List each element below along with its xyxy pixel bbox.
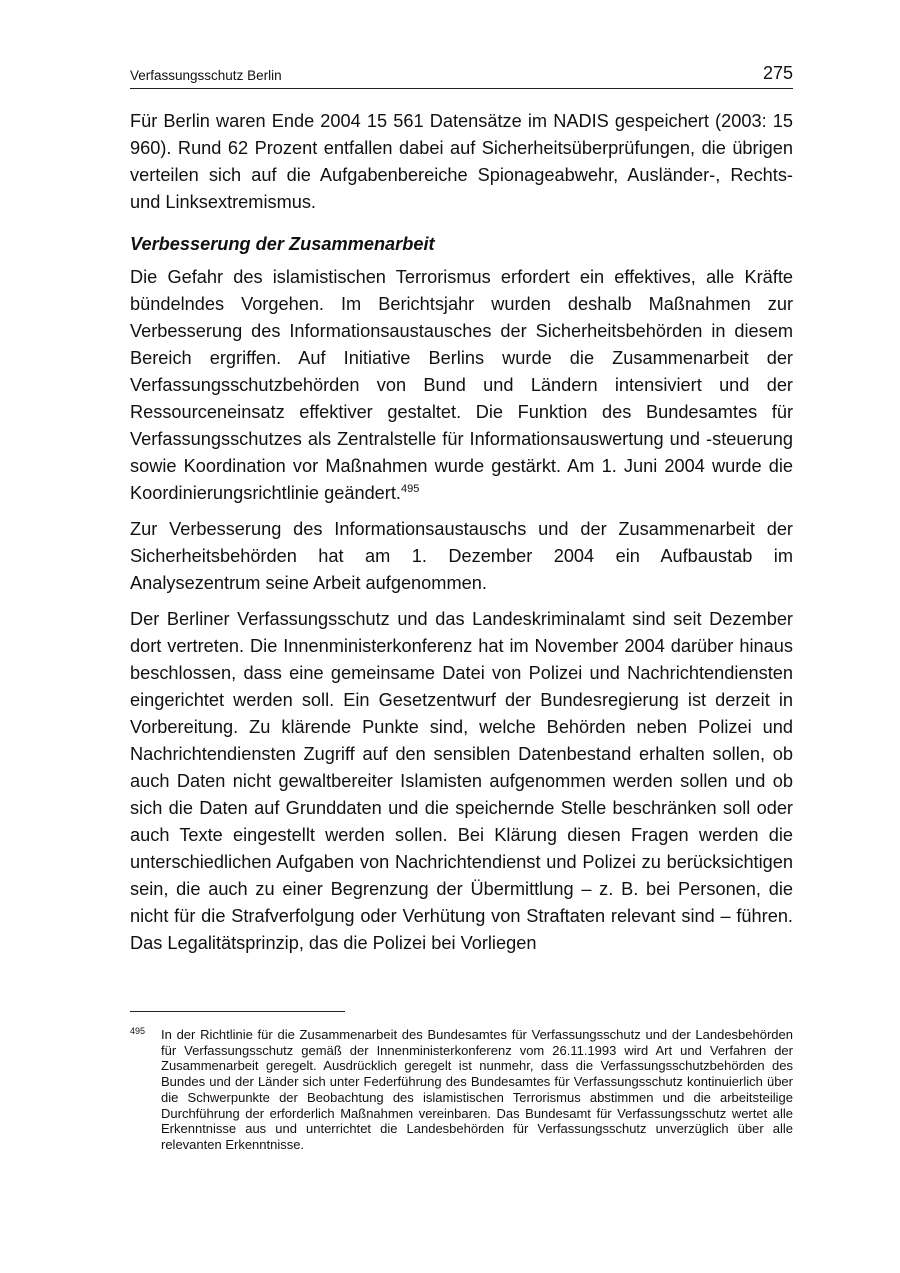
page-header [130, 60, 793, 89]
footnote-number: 495 [130, 1026, 146, 1036]
footnote-reference[interactable]: 495 [400, 483, 420, 495]
paragraph-terrorismus [130, 264, 793, 507]
footnote-divider [130, 1011, 345, 1012]
section-heading: Verbesserung der Zusammenarbeit [130, 234, 435, 254]
page-number: 275 [762, 63, 793, 83]
body-text [130, 108, 793, 966]
paragraph-aufbaustab: Zur Verbesserung des Informationsaustauschs und der Zusammenarbeit der Sicherheitsbehörden hat am 1. Dezember 2004 ein Aufbaustab im Analysezentrum seine Arbeit aufgenommen. [130, 519, 793, 593]
footnote-text: In der Richtlinie für die Zusammenarbeit des Bundesamtes für Verfassungsschutz und der Landesbehörden für Verfassungsschutz gemäß der Innenministerkonferenz vom 26.11.1993 wird Art und Verfahren der Zusammenarbeit geregelt. Ausdrücklich geregelt ist nunmehr, dass die Verfassungsschutzbehörden des Bundes und der Länder sich unter Federführung des Bundesamtes für Verfassungsschutz kontinuierlich über die Schwerpunkte der Beobachtung des islamistischen Terrorismus abstimmen und die arbeitsteilige Durchführung der erforderlich Maßnahmen vereinbaren. Das Bundesamt für Verfassungsschutz wertet alle Erkenntnisse aus und unterrichtet die Landesbehörden für Verfassungsschutz unverzüglich über alle relevanten Erkenntnisse. [161, 1027, 793, 1152]
paragraph-nadis: Für Berlin waren Ende 2004 15 561 Datensätze im NADIS gespeichert (2003: 15 960). Rund 62 Prozent entfallen dabei auf Sicherheitsüberprüfungen, die übrigen verteilen sich auf die Aufgabenbereiche Spionageabwehr, Ausländer-, Rechts- und Linksextremismus. [130, 111, 793, 212]
running-title: Verfassungsschutz Berlin [130, 68, 282, 83]
paragraph-terrorismus-text: Die Gefahr des islamistischen Terrorismus erfordert ein effektives, alle Kräfte bündelndes Vorgehen. Im Berichtsjahr wurden deshalb Maßnahmen zur Verbesserung des Informationsaustausches der Sicherheitsbehörden in diesem Bereich ergriffen. Auf Initiative Berlins wurde die Zusammenarbeit der Verfassungsschutzbehörden von Bund und Ländern intensiviert und der Ressourceneinsatz effektiver gestaltet. Die Funktion des Bundesamtes für Verfassungsschutzes als Zentralstelle für Informationsauswertung und -steuerung sowie Koordination vor Maßnahmen wurde gestärkt. Am 1. Juni 2004 wurde die Koordinierungsrichtlinie geändert. [130, 267, 793, 503]
footnote [130, 1027, 793, 1153]
paragraph-datei: Der Berliner Verfassungsschutz und das Landeskriminalamt sind seit Dezember dort vertreten. Die Innenministerkonferenz hat im November 2004 darüber hinaus beschlossen, dass eine gemeinsame Datei von Polizei und Nachrichtendiensten eingerichtet werden soll. Ein Gesetzentwurf der Bundesregierung ist derzeit in Vorbereitung. Zu klärende Punkte sind, welche Behörden neben Polizei und Nachrichtendiensten Zugriff auf den sensiblen Datenbestand erhalten sollen, ob auch Daten nicht gewaltbereiter Islamisten aufgenommen werden sollen und ob sich die Daten auf Grunddaten und die speichernde Stelle beschränken soll oder auch Texte eingestellt werden sollen. Bei Klärung diesen Fragen werden die unterschiedlichen Aufgaben von Nachrichtendienst und Polizei zu berücksichtigen sein, die auch zu einer Begrenzung der Übermittlung – z. B. bei Personen, die nicht für die Strafverfolgung oder Verhütung von Straftaten relevant sind – führen. Das Legalitätsprinzip, das die Polizei bei Vorliegen [130, 609, 793, 953]
